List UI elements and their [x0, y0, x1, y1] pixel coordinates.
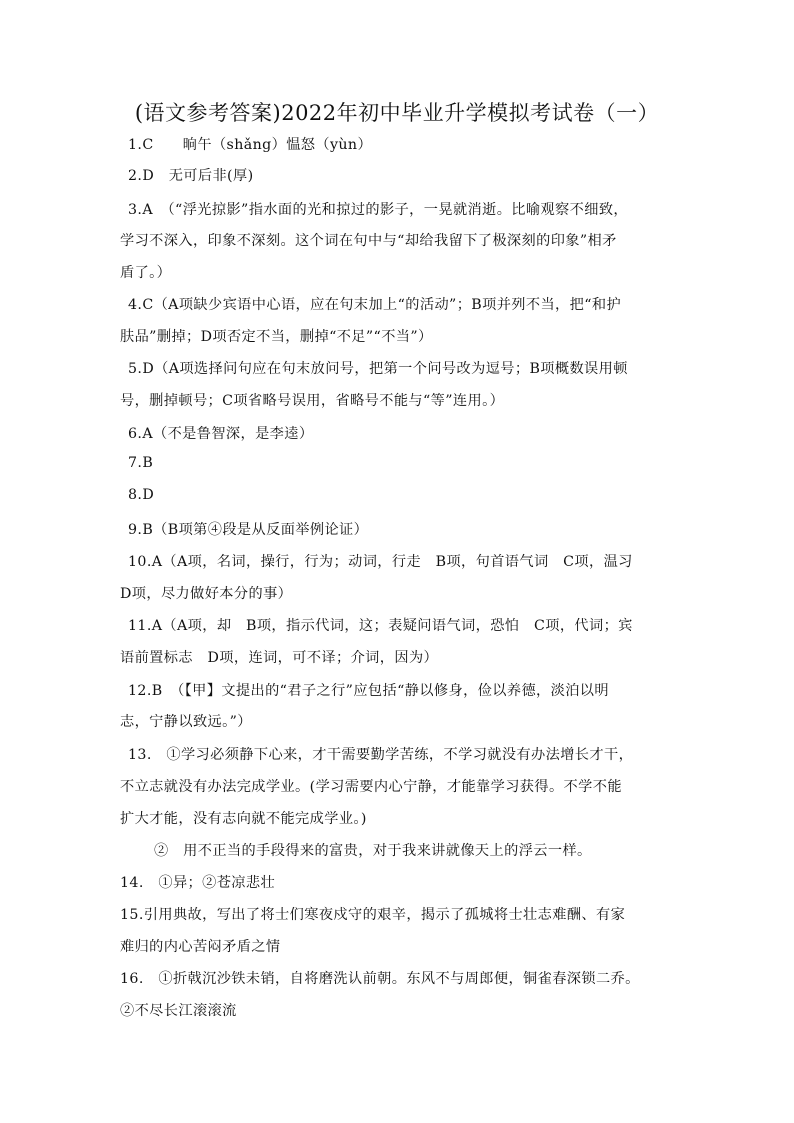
answer-line-15: 15.引用典故，写出了将士们寒夜戍守的艰辛，揭示了孤城将士壮志难酬、有家 [120, 907, 626, 923]
answer-line-4: 4.C（A项缺少宾语中心语，应在句末加上“的活动”；B项并列不当，把“和护 [128, 297, 622, 313]
page-title: (语文参考答案)2022年初中毕业升学模拟考试卷（一） [134, 101, 660, 125]
answer-line-1: 1.C 晌午（shǎng）愠怒（yùn） [128, 137, 373, 153]
answer-line-9: 9.B（B项第④段是从反面举例论证） [128, 522, 369, 538]
answer-line-3-cont-1: 学习不深入，印象不深刻。这个词在句中与“却给我留下了极深刻的印象”相矛 [120, 233, 617, 249]
answer-line-13-part-2: ② 用不正当的手段得来的富贵，对于我来讲就像天上的浮云一样。 [154, 843, 592, 859]
answer-line-2: 2.D 无可后非(厚) [128, 168, 254, 184]
answer-line-5-cont: 号，删掉顿号；C项省略号误用，省略号不能与“等”连用。） [120, 393, 505, 409]
answer-line-11-cont: 语前置标志 D项，连词，可不译；介词，因为） [120, 650, 439, 666]
answer-line-10: 10.A（A项，名词，操行，行为；动词，行走 B项，句首语气词 C项，温习 [128, 554, 633, 570]
answer-line-11: 11.A（A项，却 B项，指示代词，这；表疑问语气词，恐怕 C项，代词；宾 [128, 618, 633, 634]
answer-line-10-cont: D项，尽力做好本分的事） [120, 586, 293, 602]
answer-line-16-cont: ②不尽长江滚滚流 [120, 1003, 237, 1019]
answer-line-16: 16. ①折戟沉沙铁未销，自将磨洗认前朝。东风不与周郎便，铜雀春深锁二乔。 [120, 971, 640, 987]
answer-line-13: 13. ①学习必须静下心来，才干需要勤学苦练，不学习就没有办法增长才干， [128, 747, 634, 763]
answer-line-3: 3.A （“浮光掠影”指水面的光和掠过的影子，一晃就消逝。比喻观察不细致， [128, 202, 628, 218]
answer-line-12: 12.B （【甲】文提出的“君子之行”应包括“静以修身，俭以养德，淡泊以明 [128, 683, 609, 699]
answer-line-14: 14. ①异；②苍凉悲壮 [120, 875, 276, 891]
answer-line-15-cont: 难归的内心苦闷矛盾之情 [120, 939, 281, 955]
answer-line-8: 8.D [128, 487, 155, 503]
answer-line-6: 6.A（不是鲁智深，是李逵） [128, 426, 314, 442]
answer-line-4-cont: 肤品”删掉；D项否定不当，删掉“不足”“不当”） [120, 329, 433, 345]
answer-line-13-cont-2: 扩大才能，没有志向就不能完成学业。) [120, 811, 367, 827]
answer-line-7: 7.B [128, 455, 154, 471]
answer-line-3-cont-2: 盾了。） [120, 265, 172, 281]
answer-line-13-cont-1: 不立志就没有办法完成学业。(学习需要内心宁静，才能靠学习获得。不学不能 [120, 779, 622, 795]
answer-line-5: 5.D（A项选择问句应在句末放问号，把第一个问号改为逗号；B项概数误用顿 [128, 361, 628, 377]
answer-line-12-cont: 志，宁静以致远。”） [120, 714, 252, 730]
